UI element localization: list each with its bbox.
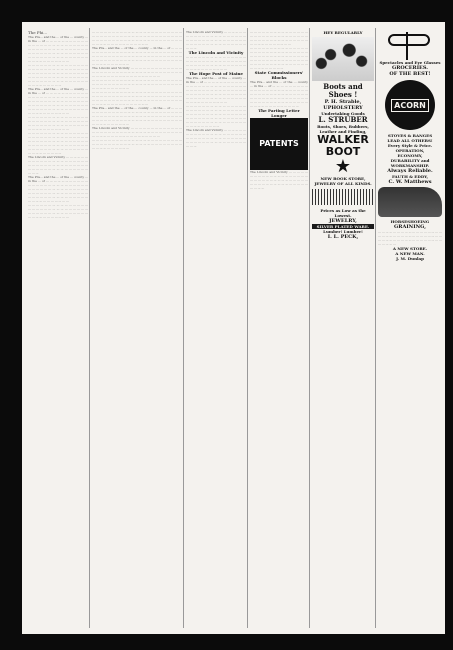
section-heading: The Hope Post of Maine [189,71,243,76]
ad-line: DURABILITY and WORKMANSHIP. [390,158,430,168]
horse-illustration [378,187,442,217]
acorn-label: ACORN [391,99,429,112]
column-text: ... ... ... ... ... ... ... ... ... ... ... ... ... ... ... ... ... ... ... ... ... ... ... ... ... ... ... ... ... ... ... ... ... ... ... ... ... ... ... ... ... ... ... ... ... ... ... ... ... ... ... ... ... ... ... ... [186,55,246,71]
patents-ad: PATENTS [250,118,308,170]
ad-name: I. L. PECK, [327,234,359,240]
column-text: ... ... ... ... ... ... ... ... ... ... ... ... ... ... ... ... ... ... ... ... ... ... ... ... ... ... ... ... ... ... ... ... ... ... ... ... ... ... ... ... ... ... ... ... ... ... ... ... ... ... ... ... ... ... ... ... ... ... ... ... ... ... ... ... ... ... ... ... ... ... ... ... ... ... ... ... ... ... ... ... ... ... ... ... [250,46,308,70]
section-heading: The Parting Letter Longer [258,108,300,118]
ad-title: GRAINING, [394,224,426,230]
column-text: The Lincoln and Vicinity ... ... ... ... ... ... ... ... ... ... ... ... ... ... ... ... ... ... ... ... ... ... ... ... ... ... ... ... ... ... ... ... ... ... ... ... ... ... ... ... ... ... ... ... ... ... ... ... ... ... ... ... ... ... [250,170,308,190]
column-text: ... ... ... ... ... ... ... ... ... ... ... ... ... ... ... ... ... ... ... ... ... ... ... ... ... ... ... ... ... ... ... ... ... ... ... ... ... ... ... ... ... ... ... ... ... ... ... ... ... ... ... ... ... ... ... ... [28,203,88,219]
ad-line: Undertaking Goods [321,111,365,116]
ad-heading: HEY REGULARLY [323,30,363,35]
ad-heading: LEAD ALL OTHERS! [387,138,433,143]
section-heading: State Commissioners' Blocks [254,70,304,80]
column-text: The Pra... and the ... of the ... county ... in the ... of ... ... ... ... ... ... ... ... ... ... ... ... ... ... ... ... ... ... ... ... ... ... ... ... ... ... ... ... ... ... ... ... ... ... ... ... ... ... ... ... ... ... ... ... ... ... ... ... ... ... ... ... ... ... ... ... ... ... ... ... ... ... ... ... ... ... ... ... ... ... ... ... ... ... ... ... ... ... ... ... ... ... [28,35,88,63]
ad-title: BOOT [325,145,361,158]
news-column-3 [186,30,246,628]
column-text: The Pra... and the ... of the ... county ... in the ... of ... ... ... ... ... ... ... ... ... ... ... ... ... ... ... ... ... ... ... ... ... ... ... ... ... ... ... ... ... ... ... ... ... ... ... ... ... ... ... ... ... ... ... ... ... ... ... ... ... ... ... ... ... ... ... ... ... ... ... ... ... ... ... ... ... ... ... ... ... ... ... ... ... ... ... ... ... ... ... ... ... ... [92,106,182,126]
column-text: The Lincoln and Vicinity ... ... ... ... ... ... ... ... ... ... ... ... ... ... ... ... ... ... ... ... ... ... ... ... ... ... ... ... ... ... ... ... ... ... ... ... ... ... ... ... ... ... ... ... ... ... ... ... ... ... ... ... ... ... [92,126,182,138]
ad-title: Boots and Shoes ! [323,82,363,99]
signature: J. M. Dunlap [396,256,424,261]
newspaper-page [22,22,445,634]
ad-name: P. H. Strable, [324,99,362,105]
column-text: ... ... ... ... ... ... ... ... ... ... ... ... ... ... ... ... ... ... ... ... ... ... ... ... ... ... ... ... ... ... ... ... ... ... ... ... ... ... ... ... ... ... ... ... ... ... ... ... ... ... ... ... ... ... ... ... ... ... ... ... ... ... ... ... ... ... ... ... ... ... ... ... ... ... ... ... ... ... ... ... ... ... ... ... [92,90,182,106]
column-text: ... ... ... ... ... ... ... ... ... ... ... ... ... ... ... ... ... ... ... ... ... ... ... ... ... ... ... ... ... ... ... ... ... ... ... ... ... ... ... ... ... ... ... ... ... ... ... ... ... ... ... ... ... ... ... ... ... ... ... ... ... ... ... ... ... ... ... ... ... ... ... ... ... ... ... ... ... ... ... ... ... ... ... ... [186,104,246,128]
column-text: ... ... ... ... ... ... ... ... ... ... ... ... ... ... ... ... ... ... ... ... ... ... ... ... ... ... ... ... ... ... ... ... ... ... ... ... ... ... ... ... ... ... ... ... ... ... ... ... ... ... ... ... ... ... ... ... ... ... ... ... ... ... ... ... ... ... ... ... ... ... ... ... ... ... ... ... ... ... ... ... ... ... ... ... [28,63,88,87]
column-rule [89,28,90,628]
column-text: The Pra... and the ... of the ... county ... in the ... of ... ... ... ... ... ... ... ... ... ... ... ... ... ... ... ... ... ... ... ... ... ... ... ... ... ... ... ... ... ... ... ... ... ... ... ... ... ... ... ... ... ... ... ... ... ... ... ... ... ... ... ... ... ... ... ... ... ... ... ... ... ... ... ... ... ... ... ... ... ... ... ... ... ... ... ... ... ... ... ... ... ... [250,80,308,108]
column-text: ... ... ... ... ... ... ... ... ... ... ... ... ... ... ... ... ... ... ... ... ... ... ... ... ... ... ... ... ... ... ... ... ... ... ... ... ... ... ... ... ... ... ... ... ... ... ... ... ... ... ... ... ... ... ... ... ... ... ... ... ... ... ... ... ... ... ... ... ... ... ... ... ... ... ... ... ... ... ... ... ... ... ... ... [92,30,182,46]
news-column-1 [28,30,88,628]
column-rule [309,28,310,628]
ad-line: Lumber! Lumber! [323,229,363,234]
column-text: The Pra... and the ... of the ... county ... in the ... of ... ... ... ... ... ... ... ... ... ... ... ... ... ... ... ... ... ... ... ... ... ... ... ... ... ... ... ... ... ... ... ... ... ... ... ... ... ... ... ... ... ... ... ... ... ... ... ... ... ... ... ... ... ... ... ... ... ... ... ... ... ... ... ... ... ... ... ... ... ... ... ... ... ... ... ... ... ... ... ... ... ... [186,76,246,104]
ad-name: C. W. Matthews [388,179,432,185]
ad-title: GROCERIES. [391,65,429,71]
ad-name: FAUTH & EDDY, [391,174,429,179]
ad-line: Leather and Finding, [319,129,367,134]
news-column-2 [92,30,182,628]
ad-column-6 [378,30,442,628]
column-text: ... ... ... ... ... ... ... ... ... ... ... ... ... ... ... ... ... ... ... ... ... ... ... ... ... ... ... ... ... ... ... ... ... ... ... ... ... ... ... ... ... ... ... ... ... ... ... ... ... ... ... ... ... ... ... ... [378,230,442,246]
column-text: ... ... ... ... ... ... ... ... ... ... ... ... ... ... ... ... ... ... ... ... ... ... ... ... ... ... ... ... ... ... ... ... ... ... ... ... ... ... ... ... ... ... ... ... ... ... ... ... ... ... ... ... ... ... ... ... [92,78,182,90]
ad-line: ECONOMY, [397,153,423,158]
ad-column-5 [312,30,374,628]
column-rule [183,28,184,628]
ad-line: Every Style & Price. [387,143,433,148]
ad-name: L. STRUBER [318,115,368,124]
ad-line: A NEW MAN. [395,251,425,256]
ad-heading: JEWELRY OF ALL KINDS. [314,181,372,186]
column-text: ... ... ... ... ... ... ... ... ... ... ... ... ... ... ... ... ... ... ... ... ... ... ... ... ... ... ... ... ... ... ... ... ... ... ... ... ... ... ... ... ... ... ... ... ... ... ... ... ... ... ... ... ... ... ... ... [92,138,182,150]
crowd-illustration [312,37,374,81]
star-icon: ★ [334,156,352,177]
ad-title: JEWELRY, [329,218,357,224]
masthead: The Phi... [28,30,48,35]
ad-line: OPERATION, [395,148,425,153]
spectacles-illustration [378,30,442,60]
ad-line: UPHOLSTERY [323,105,363,111]
section-heading: The Lincoln and Vicinity [188,50,244,55]
column-text: ... ... ... ... ... ... ... ... ... ... ... ... ... ... ... ... ... ... ... ... ... ... ... ... ... ... ... ... ... ... ... ... ... ... ... ... ... ... ... ... ... ... ... ... ... ... ... ... ... ... ... ... ... ... ... ... ... ... ... ... ... ... ... ... ... ... ... ... ... ... ... ... ... ... ... ... ... ... ... ... ... ... ... ... [28,131,88,155]
ad-line: Prices as Low as the Lowest. [320,208,366,218]
ad-line: HORSESHOEING [390,219,430,224]
ad-line: STOVES & RANGES [387,133,433,138]
column-text: The Lincoln and Vicinity ... ... ... ... ... ... ... ... ... ... ... ... ... ... ... ... ... ... ... ... ... ... ... ... ... ... ... ... ... ... ... ... ... ... ... ... ... ... ... ... ... ... ... ... ... ... ... ... ... ... ... ... ... ... [186,30,246,50]
ad-line: NEW BOOK STORE, [320,176,366,181]
news-column-4 [250,30,308,628]
ad-title: OF THE BEST! [389,71,431,77]
ad-title: WALKER [317,133,369,146]
column-text: The Lincoln and Vicinity ... ... ... ... ... ... ... ... ... ... ... ... ... ... ... ... ... ... ... ... ... ... ... ... ... ... ... ... ... ... ... ... ... ... ... ... ... ... ... ... ... ... ... ... ... ... ... ... ... ... ... ... ... ... [186,128,246,148]
column-text: The Lincoln and Vicinity ... ... ... ... ... ... ... ... ... ... ... ... ... ... ... ... ... ... ... ... ... ... ... ... ... ... ... ... ... ... ... ... ... ... ... ... ... ... ... ... ... ... ... ... ... ... ... ... ... ... ... ... ... ... [28,155,88,175]
column-text: The Lincoln and Vicinity ... ... ... ... ... ... ... ... ... ... ... ... ... ... ... ... ... ... ... ... ... ... ... ... ... ... ... ... ... ... ... ... ... ... ... ... ... ... ... ... ... ... ... ... ... ... ... ... ... ... ... ... ... ... [92,66,182,78]
ad-line: A NEW STORE. [392,246,428,251]
column-text: The Pra... and the ... of the ... county ... in the ... of ... ... ... ... ... ... ... ... ... ... ... ... ... ... ... ... ... ... ... ... ... ... ... ... ... ... ... ... ... ... ... ... ... ... ... ... ... ... ... ... ... ... ... ... ... ... ... ... ... ... ... ... ... ... ... ... ... ... ... ... ... ... ... ... ... ... ... ... ... ... ... ... ... ... ... ... ... ... ... ... ... ... [92,46,182,66]
ad-line: Boots, Shoes, Rubbers, [317,124,369,129]
jewelry-illustration [312,189,374,205]
column-text: The Pra... and the ... of the ... county ... in the ... of ... ... ... ... ... ... ... ... ... ... ... ... ... ... ... ... ... ... ... ... ... ... ... ... ... ... ... ... ... ... ... ... ... ... ... ... ... ... ... ... ... ... ... ... ... ... ... ... ... ... ... ... ... ... ... ... ... ... ... ... ... ... ... ... ... ... ... ... ... ... ... ... ... ... ... ... ... ... ... ... ... ... [28,87,88,115]
column-text: ... ... ... ... ... ... ... ... ... ... ... ... ... ... ... ... ... ... ... ... ... ... ... ... ... ... ... ... ... ... ... ... ... ... ... ... ... ... ... ... ... ... ... ... ... ... ... ... ... ... ... ... ... ... ... ... [28,115,88,131]
ad-title: Always Reliable. [387,168,433,174]
ad-line: Spectacles and Eye Glasses [379,60,441,65]
column-text: ... ... ... ... ... ... ... ... ... ... ... ... ... ... ... ... ... ... ... ... ... ... ... ... ... ... ... ... ... ... ... ... ... ... ... ... ... ... ... ... ... ... ... ... ... ... ... ... ... ... ... ... ... ... ... ... [250,30,308,46]
column-rule [375,28,376,628]
ad-banner: SILVER PLATED WARE. [312,224,374,229]
column-text: The Pra... and the ... of the ... county ... in the ... of ... ... ... ... ... ... ... ... ... ... ... ... ... ... ... ... ... ... ... ... ... ... ... ... ... ... ... ... ... ... ... ... ... ... ... ... ... ... ... ... ... ... ... ... ... ... ... ... ... ... ... ... ... ... ... ... ... ... ... ... ... ... ... ... ... ... ... ... ... ... ... ... ... ... ... ... ... ... ... ... ... ... [28,175,88,203]
acorn-stove-logo [385,80,435,130]
column-rule [247,28,248,628]
